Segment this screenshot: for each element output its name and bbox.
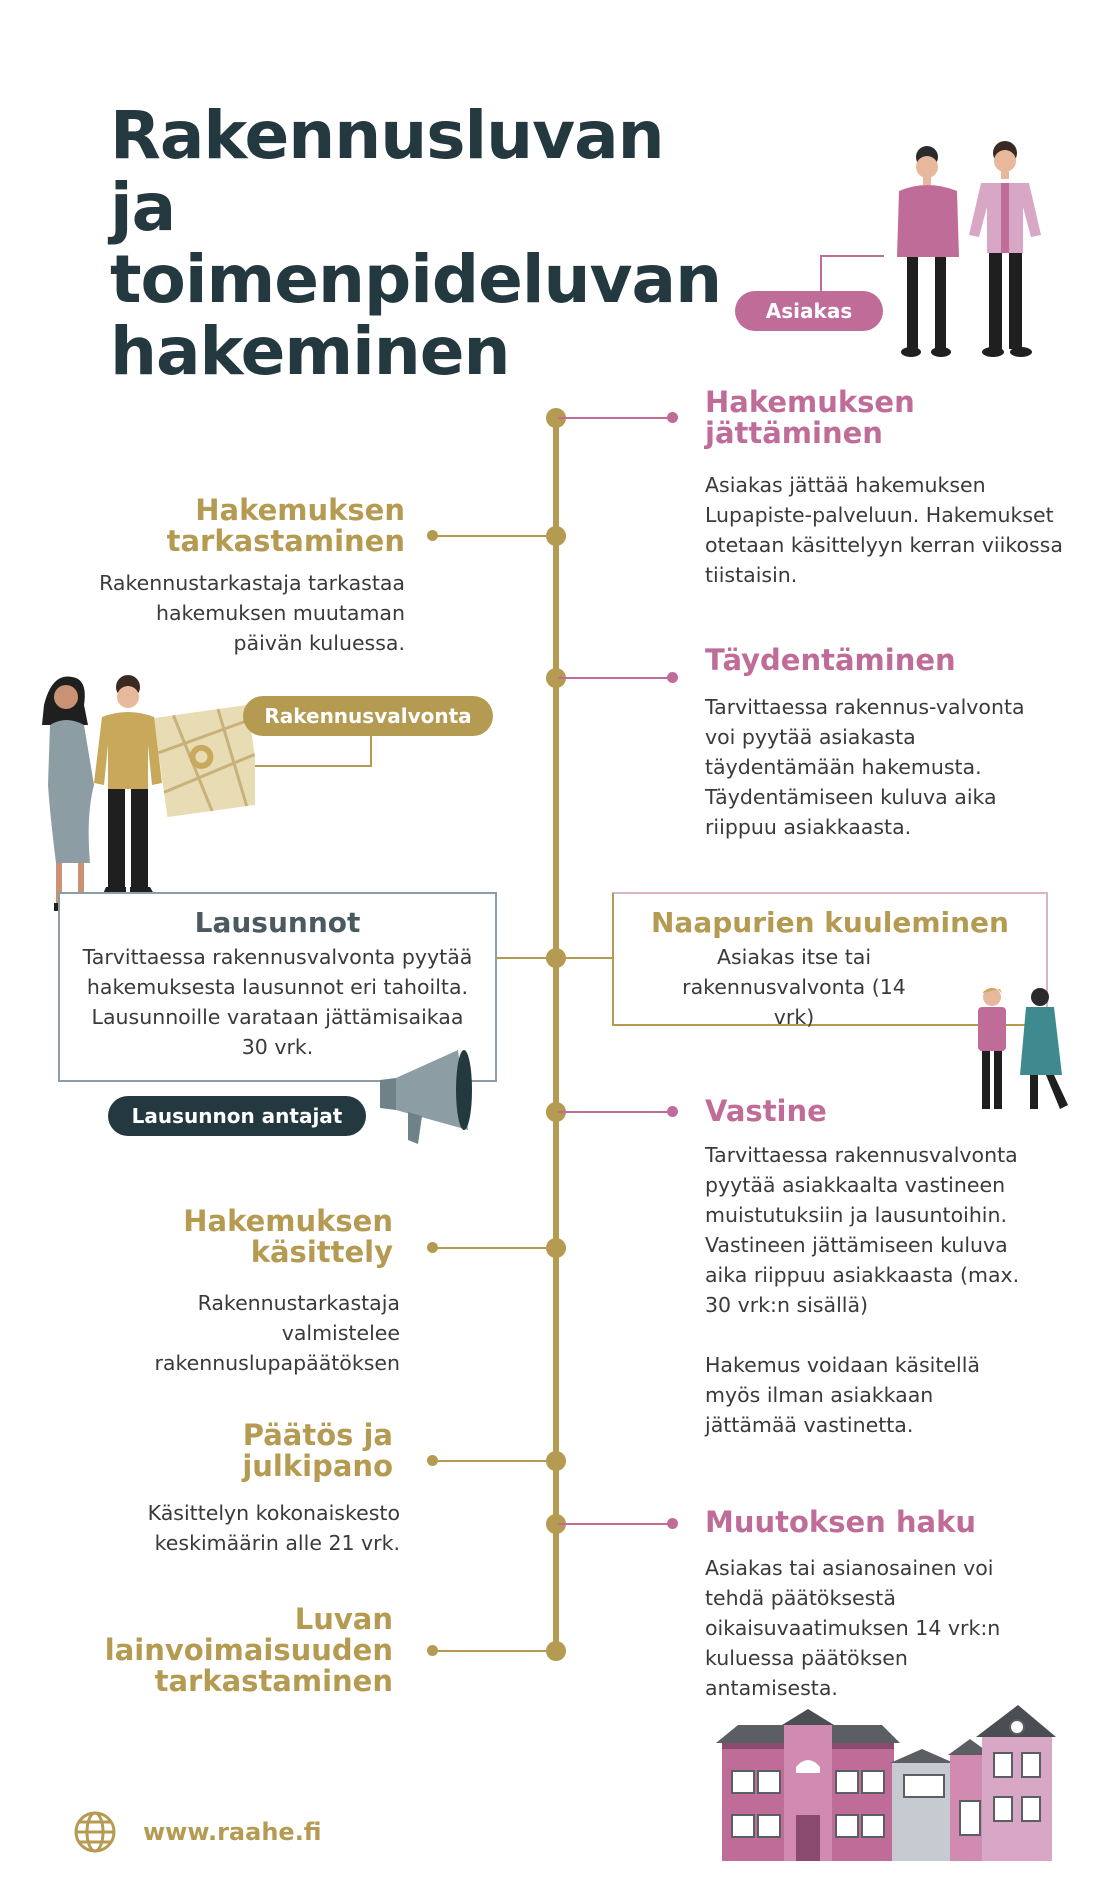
- connector-line: [558, 1523, 673, 1525]
- step-text-taydentaminen: Tarvittaessa rakennus-valvonta voi pyytää asiakasta täydentämään hakemusta. Täydentämiseen kuluva aika riippuu asiakkaasta.: [705, 695, 1025, 839]
- step-text-vastine-note: Hakemus voidaan käsitellä myös ilman asiakkaan jättämää vastinetta.: [705, 1353, 980, 1437]
- connector-dot: [427, 1455, 438, 1466]
- connector-dot: [667, 672, 678, 683]
- step-text-paatos-ja-julkipano: Käsittelyn kokonaiskesto keskimäärin alle 21 vrk.: [147, 1501, 400, 1555]
- timeline-node: [546, 526, 566, 546]
- step-title-naapurien-kuuleminen: Naapurien kuuleminen: [651, 906, 1009, 939]
- connector-line: [559, 957, 612, 959]
- step-text-naapurien-kuuleminen: Asiakas itse tai rakennusvalvonta (14 vrk): [682, 945, 906, 1029]
- step-title-muutoksen-haku: Muutoksen haku: [705, 1505, 977, 1539]
- connector-line: [432, 1247, 548, 1249]
- step-title-paatos-ja-julkipano: Päätös ja julkipano: [242, 1418, 393, 1483]
- step-title-luvan-lainvoimaisuuden-tarkastaminen: Luvan lainvoimaisuuden tarkastaminen: [104, 1602, 393, 1698]
- houses-illustration: [712, 1705, 1057, 1865]
- step-title-vastine: Vastine: [705, 1094, 827, 1128]
- megaphone-icon: [372, 1040, 482, 1150]
- step-text-muutoksen-haku: Asiakas tai asianosainen voi tehdä päätöksestä oikaisuvaatimuksen 14 vrk:n kuluessa päätöksen antamisesta.: [705, 1556, 1001, 1700]
- rakennusvalvonta-badge: Rakennusvalvonta: [243, 696, 493, 736]
- customers-illustration: [885, 135, 1055, 375]
- connector-line: [432, 1650, 548, 1652]
- step-title-lausunnot: Lausunnot: [194, 906, 361, 939]
- step-text-lausunnot: Tarvittaessa rakennusvalvonta pyytää hakemuksesta lausunnot eri tahoilta. Lausunnoille varataan jättämisaikaa 30 vrk.: [82, 945, 473, 1059]
- step-title-hakemuksen-jattaminen: Hakemuksen jättäminen: [705, 385, 915, 450]
- connector-dot: [427, 1242, 438, 1253]
- footer-url-link[interactable]: www.raahe.fi: [143, 1818, 322, 1846]
- lausunnon-antajat-badge: Lausunnon antajat: [108, 1096, 366, 1136]
- connector-line: [495, 957, 547, 959]
- step-text-hakemuksen-tarkastaminen: Rakennustarkastaja tarkastaa hakemuksen muutaman päivän kuluessa.: [99, 571, 405, 655]
- step-text-vastine: Tarvittaessa rakennusvalvonta pyytää asiakkaalta vastineen muistutuksiin ja lausuntoihin. Vastineen jättämiseen kuluva aika riippuu asiakkaasta (max. 30 vrk:n sisällä): [705, 1143, 1020, 1317]
- rakennusvalvonta-connector: [255, 735, 372, 767]
- connector-line: [558, 417, 673, 419]
- step-text-hakemuksen-kasittely: Rakennustarkastaja valmistelee rakennuslupapäätöksen: [154, 1291, 400, 1375]
- connector-dot: [667, 1518, 678, 1529]
- connector-line: [558, 677, 673, 679]
- connector-dot: [427, 1645, 438, 1656]
- neighbours-illustration: [970, 985, 1080, 1120]
- timeline-node: [546, 1451, 566, 1471]
- connector-line: [558, 1111, 673, 1113]
- step-title-hakemuksen-tarkastaminen: Hakemuksen tarkastaminen: [166, 493, 405, 558]
- connector-line: [432, 535, 548, 537]
- globe-icon: [73, 1810, 117, 1854]
- step-title-taydentaminen: Täydentäminen: [705, 643, 956, 677]
- step-text-hakemuksen-jattaminen: Asiakas jättää hakemuksen Lupapiste-palveluun. Hakemukset otetaan käsittelyyn kerran viikossa tiistaisin.: [705, 473, 1063, 587]
- asiakas-badge: Asiakas: [735, 291, 883, 331]
- timeline-node: [546, 1238, 566, 1258]
- connector-dot: [667, 412, 678, 423]
- connector-dot: [667, 1106, 678, 1117]
- connector-dot: [427, 530, 438, 541]
- timeline-node: [546, 1641, 566, 1661]
- page-title: Rakennusluvan ja toimenpideluvan hakeminen: [110, 97, 722, 390]
- connector-line: [432, 1460, 548, 1462]
- building-inspectors-illustration: [40, 665, 255, 920]
- step-title-hakemuksen-kasittely: Hakemuksen käsittely: [183, 1204, 393, 1269]
